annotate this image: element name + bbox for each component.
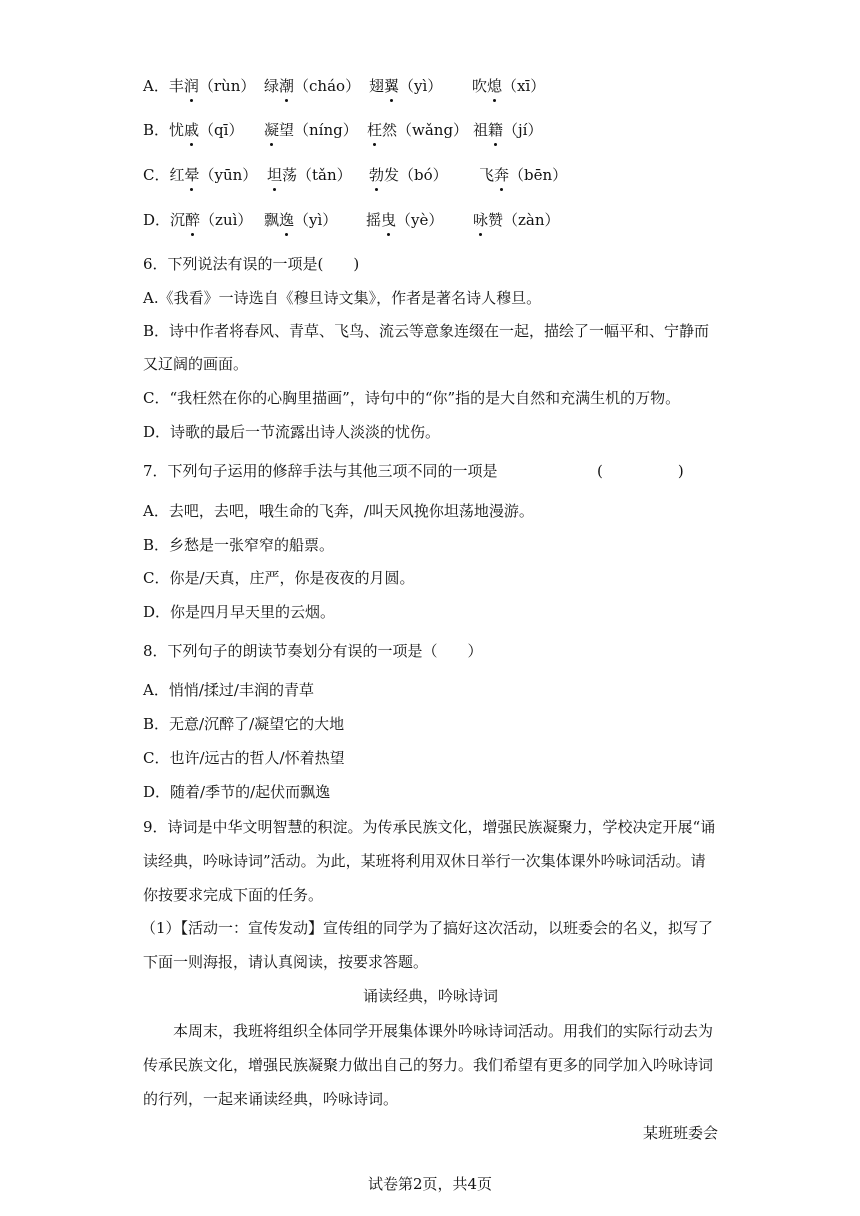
poster-signature: 某班班委会	[642, 1124, 718, 1142]
q5-b-item-1: B．忧戚（qī）	[143, 121, 244, 139]
q5-b-item-4: 祖籍（jí）	[473, 121, 543, 139]
q9-sub1-line-2: 下面一则海报，请认真阅读，按要求答题。	[143, 953, 429, 971]
q6-stem: 6．下列说法有误的一项是( )	[143, 255, 360, 273]
q7-option-d: D．你是四月早天里的云烟。	[143, 603, 336, 621]
q8-option-c: C．也许/远古的哲人/怀着热望	[143, 749, 345, 767]
q5-d-item-1: D．沉醉（zuì）	[143, 211, 253, 229]
q8-option-d: D．随着/季节的/起伏而飘逸	[143, 783, 331, 801]
q8-option-b: B．无意/沉醉了/凝望它的大地	[143, 715, 345, 733]
q6-option-c: C．“我枉然在你的心胸里描画”，诗句中的“你”指的是大自然和充满生机的万物。	[143, 389, 681, 407]
q9-sub1-line-1: （1）【活动一：宣传发动】宣传组的同学为了搞好这次活动，以班委会的名义，拟写了	[141, 919, 714, 937]
q5-c-item-3: 勃发（bó）	[369, 166, 448, 184]
page-footer: 试卷第2页，共4页	[367, 1175, 493, 1193]
q5-a-item-2: 绿潮（cháo）	[264, 77, 361, 95]
q5-a-item-4: 吹熄（xī）	[472, 77, 546, 95]
q5-c-item-2: 坦荡（tǎn）	[267, 166, 352, 184]
q9-line-3: 你按要求完成下面的任务。	[143, 886, 324, 904]
q5-a-item-1: A．丰润（rùn）	[143, 77, 256, 95]
q6-option-a: A.《我看》一诗选自《穆旦诗文集》，作者是著名诗人穆旦。	[143, 289, 542, 307]
q5-a-item-3: 翅翼（yì）	[369, 77, 443, 95]
q9-line-1: 9．诗词是中华文明智慧的积淀。为传承民族文化，增强民族凝聚力，学校决定开展“诵	[143, 818, 716, 836]
q5-c-item-1: C．红晕（yūn）	[143, 166, 258, 184]
q5-d-item-2: 飘逸（yì）	[264, 211, 338, 229]
q6-option-b-line2: 又辽阔的画面。	[143, 355, 249, 373]
q7-answer-paren: ( )	[597, 462, 684, 480]
q7-stem: 7．下列句子运用的修辞手法与其他三项不同的一项是	[143, 462, 498, 480]
poster-body: 本周末，我班将组织全体同学开展集体课外吟咏诗词活动。用我们的实际行动去为传承民族文化，增强民族凝聚力做出自己的努力。我们希望有更多的同学加入吟咏诗词的行列，一起来诵读经典，吟咏诗词。	[143, 1022, 714, 1108]
q7-option-b: B．乡愁是一张窄窄的船票。	[143, 536, 335, 554]
q6-option-b-line1: B．诗中作者将春风、青草、飞鸟、流云等意象连缀在一起，描绘了一幅平和、宁静而	[143, 322, 710, 340]
q7-option-a: A．去吧，去吧，哦生命的飞奔，/叫天风挽你坦荡地漫游。	[143, 502, 534, 520]
q8-option-a: A．悄悄/揉过/丰润的青草	[143, 681, 314, 699]
q8-stem: 8．下列句子的朗读节奏划分有误的一项是（ ）	[143, 642, 483, 660]
q5-d-item-4: 咏赞（zàn）	[473, 211, 560, 229]
q5-c-item-4: 飞奔（bēn）	[479, 166, 568, 184]
q7-option-c: C．你是/天真，庄严，你是夜夜的月圆。	[143, 569, 415, 587]
q9-line-2: 读经典，吟咏诗词”活动。为此，某班将利用双休日举行一次集体课外吟咏词活动。请	[143, 852, 706, 870]
q6-option-d: D．诗歌的最后一节流露出诗人淡淡的忧伤。	[143, 423, 441, 441]
poster-title: 诵读经典，吟咏诗词	[362, 987, 498, 1005]
q5-b-item-2: 凝望（níng）	[264, 121, 358, 139]
q5-d-item-3: 摇曳（yè）	[366, 211, 444, 229]
q5-b-item-3: 枉然（wǎng）	[367, 121, 469, 139]
